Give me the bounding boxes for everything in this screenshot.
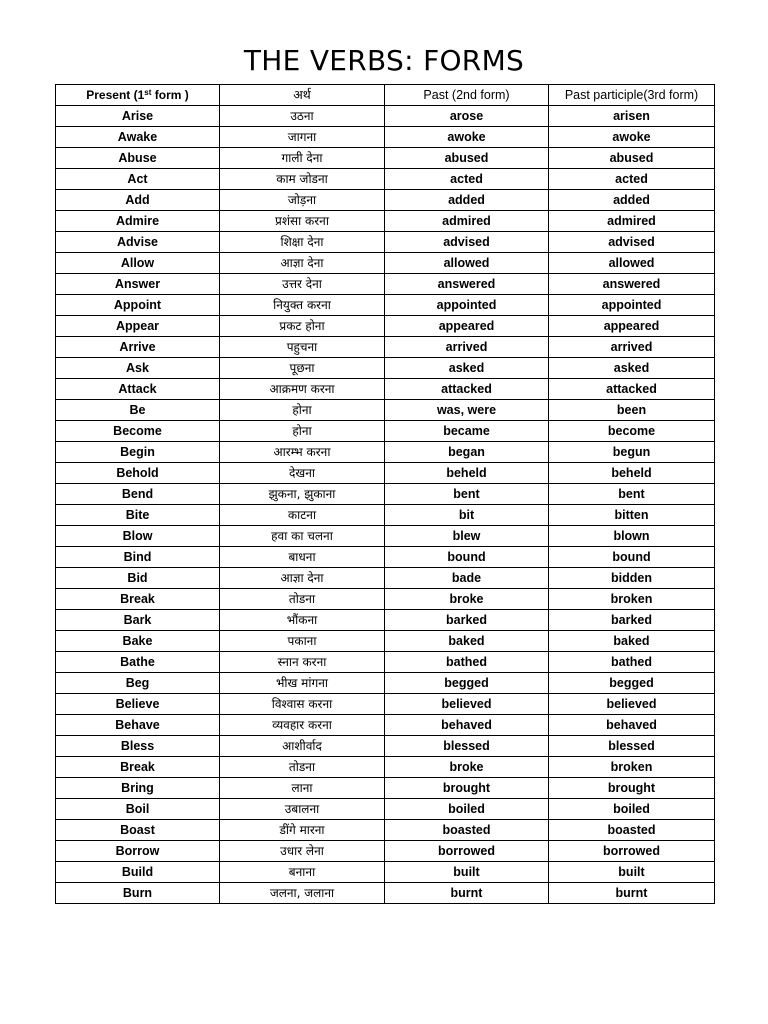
present-cell: Answer: [56, 274, 220, 295]
past-cell: bathed: [385, 652, 549, 673]
present-cell: Arise: [56, 106, 220, 127]
past-cell: bent: [385, 484, 549, 505]
table-row: [56, 610, 715, 631]
present-cell: Add: [56, 190, 220, 211]
past-participle-cell: become: [549, 421, 715, 442]
meaning-cell: भीख मांगना: [220, 673, 385, 694]
meaning-cell: होना: [220, 421, 385, 442]
past-cell: arose: [385, 106, 549, 127]
present-cell: Be: [56, 400, 220, 421]
meaning-cell: आज्ञा देना: [220, 253, 385, 274]
past-participle-cell: barked: [549, 610, 715, 631]
header-present: [56, 85, 220, 106]
meaning-cell: प्रशंसा करना: [220, 211, 385, 232]
past-participle-cell: answered: [549, 274, 715, 295]
present-cell: Attack: [56, 379, 220, 400]
past-cell: asked: [385, 358, 549, 379]
meaning-cell: पहुचना: [220, 337, 385, 358]
table-row: [56, 736, 715, 757]
present-cell: Borrow: [56, 841, 220, 862]
past-participle-cell: begged: [549, 673, 715, 694]
present-cell: Beg: [56, 673, 220, 694]
header-present-sup: st: [144, 87, 152, 97]
meaning-cell: बाधना: [220, 547, 385, 568]
table-row: [56, 694, 715, 715]
past-cell: beheld: [385, 463, 549, 484]
header-past-participle: Past participle(3rd form): [549, 85, 715, 106]
past-cell: begged: [385, 673, 549, 694]
present-cell: Bark: [56, 610, 220, 631]
table-row: [56, 652, 715, 673]
meaning-cell: व्यवहार करना: [220, 715, 385, 736]
present-cell: Break: [56, 757, 220, 778]
table-row: [56, 421, 715, 442]
table-row: [56, 568, 715, 589]
past-participle-cell: appeared: [549, 316, 715, 337]
past-participle-cell: advised: [549, 232, 715, 253]
past-participle-cell: borrowed: [549, 841, 715, 862]
present-cell: Bring: [56, 778, 220, 799]
meaning-cell: प्रकट होना: [220, 316, 385, 337]
present-cell: Bid: [56, 568, 220, 589]
meaning-cell: शिक्षा देना: [220, 232, 385, 253]
table-row: [56, 526, 715, 547]
meaning-cell: विश्वास करना: [220, 694, 385, 715]
past-participle-cell: bent: [549, 484, 715, 505]
table-body: [56, 106, 715, 904]
past-participle-cell: believed: [549, 694, 715, 715]
table-row: [56, 316, 715, 337]
meaning-cell: लाना: [220, 778, 385, 799]
header-past: Past (2nd form): [385, 85, 549, 106]
present-cell: Act: [56, 169, 220, 190]
past-cell: abused: [385, 148, 549, 169]
past-cell: baked: [385, 631, 549, 652]
past-participle-cell: abused: [549, 148, 715, 169]
table-header-row: [56, 85, 715, 106]
past-participle-cell: brought: [549, 778, 715, 799]
meaning-cell: आक्रमण करना: [220, 379, 385, 400]
meaning-cell: जलना, जलाना: [220, 883, 385, 904]
meaning-cell: उधार लेना: [220, 841, 385, 862]
table-row: [56, 442, 715, 463]
present-cell: Advise: [56, 232, 220, 253]
meaning-cell: उत्तर देना: [220, 274, 385, 295]
past-cell: broke: [385, 757, 549, 778]
past-participle-cell: arrived: [549, 337, 715, 358]
past-participle-cell: bitten: [549, 505, 715, 526]
past-cell: boiled: [385, 799, 549, 820]
table-row: [56, 757, 715, 778]
meaning-cell: उठना: [220, 106, 385, 127]
table-row: [56, 715, 715, 736]
present-cell: Ask: [56, 358, 220, 379]
present-cell: Bless: [56, 736, 220, 757]
table-row: [56, 631, 715, 652]
meaning-cell: आज्ञा देना: [220, 568, 385, 589]
past-participle-cell: awoke: [549, 127, 715, 148]
past-cell: barked: [385, 610, 549, 631]
past-participle-cell: bound: [549, 547, 715, 568]
past-cell: bit: [385, 505, 549, 526]
past-participle-cell: built: [549, 862, 715, 883]
past-cell: answered: [385, 274, 549, 295]
meaning-cell: होना: [220, 400, 385, 421]
past-cell: borrowed: [385, 841, 549, 862]
table-row: [56, 547, 715, 568]
meaning-cell: गाली देना: [220, 148, 385, 169]
past-participle-cell: blessed: [549, 736, 715, 757]
present-cell: Appoint: [56, 295, 220, 316]
meaning-cell: जागना: [220, 127, 385, 148]
past-participle-cell: boasted: [549, 820, 715, 841]
past-cell: appeared: [385, 316, 549, 337]
past-participle-cell: bidden: [549, 568, 715, 589]
header-meaning: अर्थ: [220, 85, 385, 106]
present-cell: Blow: [56, 526, 220, 547]
present-cell: Bite: [56, 505, 220, 526]
table-row: [56, 820, 715, 841]
past-cell: advised: [385, 232, 549, 253]
table-row: [56, 148, 715, 169]
past-cell: attacked: [385, 379, 549, 400]
meaning-cell: भौंकना: [220, 610, 385, 631]
table-row: [56, 463, 715, 484]
meaning-cell: तोडना: [220, 757, 385, 778]
meaning-cell: नियुक्त करना: [220, 295, 385, 316]
table-row: [56, 862, 715, 883]
present-cell: Begin: [56, 442, 220, 463]
table-row: [56, 337, 715, 358]
past-participle-cell: acted: [549, 169, 715, 190]
past-cell: built: [385, 862, 549, 883]
past-participle-cell: beheld: [549, 463, 715, 484]
past-participle-cell: arisen: [549, 106, 715, 127]
table-row: [56, 274, 715, 295]
past-cell: blessed: [385, 736, 549, 757]
table-row: [56, 190, 715, 211]
present-cell: Arrive: [56, 337, 220, 358]
meaning-cell: झुकना, झुकाना: [220, 484, 385, 505]
past-cell: acted: [385, 169, 549, 190]
table-row: [56, 379, 715, 400]
present-cell: Behave: [56, 715, 220, 736]
table-row: [56, 253, 715, 274]
present-cell: Believe: [56, 694, 220, 715]
meaning-cell: काम जोडना: [220, 169, 385, 190]
meaning-cell: देखना: [220, 463, 385, 484]
present-cell: Bake: [56, 631, 220, 652]
meaning-cell: तोडना: [220, 589, 385, 610]
table-row: [56, 673, 715, 694]
table-row: [56, 799, 715, 820]
past-participle-cell: attacked: [549, 379, 715, 400]
verb-forms-table: [55, 84, 715, 904]
present-cell: Behold: [56, 463, 220, 484]
table-row: [56, 127, 715, 148]
page-title: THE VERBS: FORMS: [243, 44, 525, 77]
meaning-cell: बनाना: [220, 862, 385, 883]
present-cell: Awake: [56, 127, 220, 148]
table-row: [56, 358, 715, 379]
past-participle-cell: allowed: [549, 253, 715, 274]
table-row: [56, 484, 715, 505]
table-row: [56, 778, 715, 799]
table-row: [56, 295, 715, 316]
table-row: [56, 505, 715, 526]
present-cell: Break: [56, 589, 220, 610]
past-cell: brought: [385, 778, 549, 799]
table-row: [56, 211, 715, 232]
table-row: [56, 400, 715, 421]
past-cell: awoke: [385, 127, 549, 148]
present-cell: Admire: [56, 211, 220, 232]
past-participle-cell: behaved: [549, 715, 715, 736]
meaning-cell: हवा का चलना: [220, 526, 385, 547]
past-cell: bound: [385, 547, 549, 568]
present-cell: Bind: [56, 547, 220, 568]
header-present-text: Present (1: [86, 87, 145, 102]
past-participle-cell: admired: [549, 211, 715, 232]
past-participle-cell: appointed: [549, 295, 715, 316]
present-cell: Become: [56, 421, 220, 442]
past-participle-cell: asked: [549, 358, 715, 379]
past-cell: became: [385, 421, 549, 442]
past-cell: began: [385, 442, 549, 463]
present-cell: Boil: [56, 799, 220, 820]
past-cell: broke: [385, 589, 549, 610]
past-cell: boasted: [385, 820, 549, 841]
past-cell: bade: [385, 568, 549, 589]
meaning-cell: पूछना: [220, 358, 385, 379]
present-cell: Boast: [56, 820, 220, 841]
header-present-suffix: form ): [151, 87, 189, 102]
meaning-cell: काटना: [220, 505, 385, 526]
past-cell: added: [385, 190, 549, 211]
meaning-cell: आरम्भ करना: [220, 442, 385, 463]
past-participle-cell: been: [549, 400, 715, 421]
past-participle-cell: added: [549, 190, 715, 211]
table-row: [56, 169, 715, 190]
past-participle-cell: blown: [549, 526, 715, 547]
meaning-cell: पकाना: [220, 631, 385, 652]
table-row: [56, 883, 715, 904]
present-cell: Bathe: [56, 652, 220, 673]
meaning-cell: जोड़ना: [220, 190, 385, 211]
table-row: [56, 232, 715, 253]
past-participle-cell: begun: [549, 442, 715, 463]
past-cell: behaved: [385, 715, 549, 736]
past-cell: appointed: [385, 295, 549, 316]
present-cell: Abuse: [56, 148, 220, 169]
meaning-cell: आशीर्वाद: [220, 736, 385, 757]
meaning-cell: डींगे मारना: [220, 820, 385, 841]
past-cell: admired: [385, 211, 549, 232]
present-cell: Build: [56, 862, 220, 883]
table-row: [56, 106, 715, 127]
past-participle-cell: bathed: [549, 652, 715, 673]
past-participle-cell: broken: [549, 589, 715, 610]
past-cell: believed: [385, 694, 549, 715]
present-cell: Appear: [56, 316, 220, 337]
past-participle-cell: broken: [549, 757, 715, 778]
present-cell: Allow: [56, 253, 220, 274]
present-cell: Bend: [56, 484, 220, 505]
past-cell: arrived: [385, 337, 549, 358]
past-cell: was, were: [385, 400, 549, 421]
past-participle-cell: baked: [549, 631, 715, 652]
present-cell: Burn: [56, 883, 220, 904]
table-row: [56, 589, 715, 610]
past-cell: allowed: [385, 253, 549, 274]
meaning-cell: स्नान करना: [220, 652, 385, 673]
table-row: [56, 841, 715, 862]
past-participle-cell: boiled: [549, 799, 715, 820]
meaning-cell: उबालना: [220, 799, 385, 820]
past-cell: blew: [385, 526, 549, 547]
past-cell: burnt: [385, 883, 549, 904]
past-participle-cell: burnt: [549, 883, 715, 904]
